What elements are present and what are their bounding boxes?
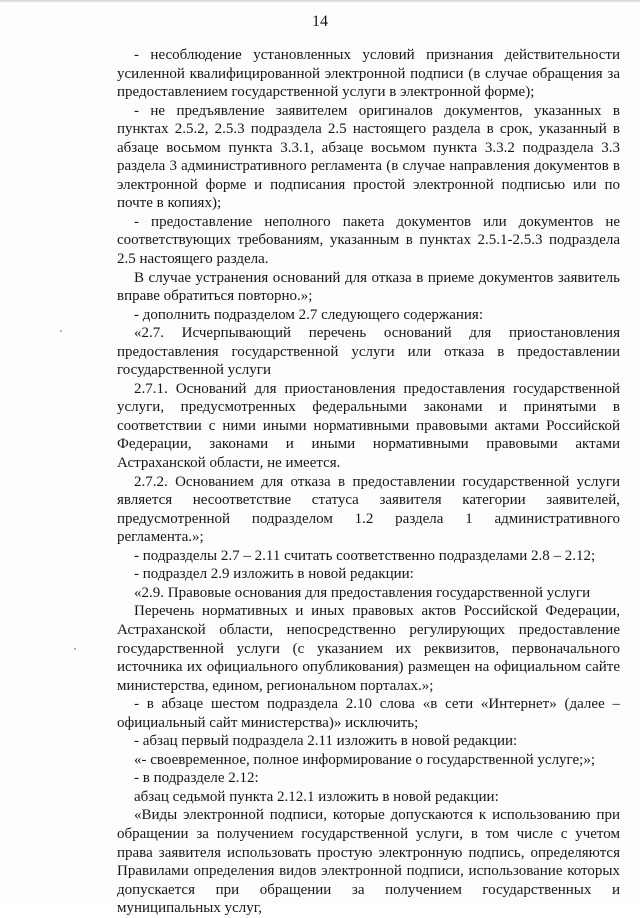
- paragraph: 2.7.1. Оснований для приостановления предоставления государственной услуги, предусмотренных федеральными законами и принятыми в соответствии с ними иными нормативными правовыми актами Российской Федерации, законами и иными нормативными правовыми актами Астраханской области, не имеется.: [117, 380, 620, 472]
- scan-speck: [74, 648, 76, 650]
- paragraph: - несоблюдение установленных условий признания действительности усиленной квалифицированной электронной подписи (в случае обращения за предоставлением государственной услуги в электронной форме);: [117, 47, 620, 101]
- paragraph: «2.9. Правовые основания для предоставления государственной услуги: [134, 584, 591, 601]
- page-number: 14: [312, 13, 328, 30]
- paragraph: - в подразделе 2.12:: [134, 770, 259, 787]
- paragraph: 2.7.2. Основанием для отказа в предоставлении государственной услуги является несоответствие статуса заявителя категории заявителей, предусмотренной подразделом 1.2 раздела 1 административного регламента.»;: [117, 473, 620, 546]
- paragraph: - в абзаце шестом подраздела 2.10 слова «в сети «Интернет» (далее – официальный сайт министерства)» исключить;: [117, 696, 620, 731]
- paragraph: «- своевременное, полное информирование о государственной услуге;»;: [134, 751, 596, 768]
- document-body: [117, 46, 620, 918]
- paragraph: - подраздел 2.9 изложить в новой редакции:: [134, 566, 414, 583]
- scan-top-edge: [0, 0, 640, 3]
- paragraph: абзац седьмой пункта 2.12.1 изложить в новой редакции:: [134, 788, 499, 805]
- paragraph: - дополнить подразделом 2.7 следующего содержания:: [134, 306, 483, 323]
- paragraph: В случае устранения оснований для отказа в приеме документов заявитель вправе обратиться повторно.»;: [117, 269, 620, 305]
- paragraph: - не предъявление заявителем оригиналов документов, указанных в пунктах 2.5.2, 2.5.3 подраздела 2.5 настоящего раздела в срок, указанный в абзаце восьмом пункта 3.3.1, абзаце восьмом пункта 3.3.2 подраздела 3.3 раздела 3 административного регламента (в случае направления документов в электронной форме и подписания простой электронной подписью или по почте в копиях);: [117, 102, 620, 212]
- paragraph: «Виды электронной подписи, которые допускаются к использованию при обращении за получением государственной услуги, в том числе с учетом права заявителя использовать простую электронную подпись, определяются Правилами определения видов электронной подписи, использование которых допускается при обращении за получением государственных и муниципальных услуг,: [117, 807, 620, 917]
- paragraph: - подразделы 2.7 – 2.11 считать соответственно подразделами 2.8 – 2.12;: [134, 547, 596, 564]
- paragraph: - абзац первый подраздела 2.11 изложить в новой редакции:: [134, 733, 518, 750]
- scan-speck: [60, 330, 62, 332]
- paragraph: «2.7. Исчерпывающий перечень оснований для приостановления предоставления государственной услуги или отказа в предоставлении государственной услуги: [117, 325, 620, 379]
- paragraph: - предоставление неполного пакета документов или документов не соответствующих требованиям, указанным в пунктах 2.5.1-2.5.3 подраздела 2.5 настоящего раздела.: [117, 213, 620, 268]
- paragraph: Перечень нормативных и иных правовых актов Российской Федерации, Астраханской области, непосредственно регулирующих предоставление государственной услуги (с указанием их реквизитов, первоначального источника их официального опубликования) размещен на официальном сайте министерства, едином, региональном порталах.»;: [117, 603, 620, 694]
